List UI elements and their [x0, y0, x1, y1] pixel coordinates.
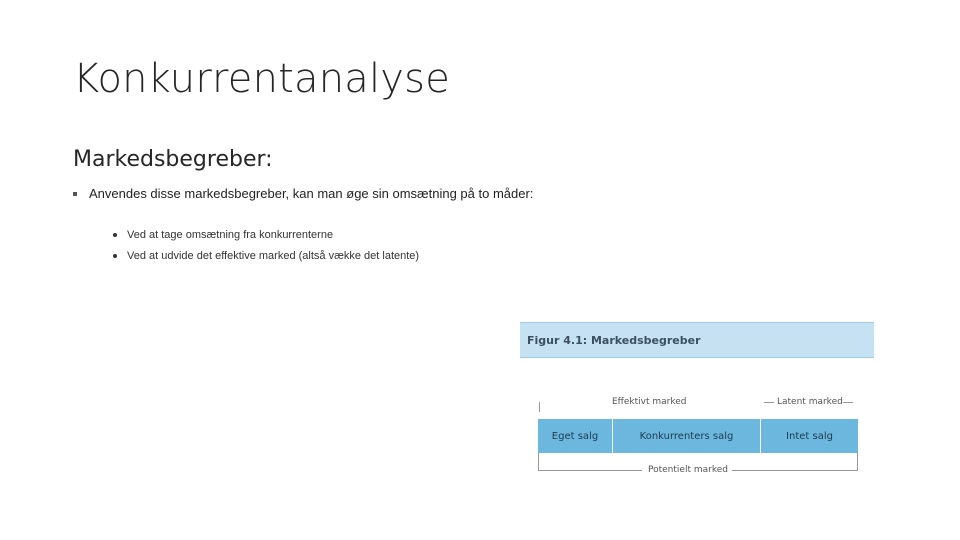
no-sales-cell: Intet salg: [760, 419, 858, 453]
effective-bracket-left-tick: [539, 402, 540, 412]
round-bullet-icon: [113, 233, 117, 237]
figure-title: Figur 4.1: Markedsbegreber: [527, 334, 701, 347]
square-bullet-icon: [73, 192, 77, 196]
potential-bracket-right-line: [732, 470, 858, 471]
round-bullet-icon: [113, 254, 117, 258]
section-subtitle: Markedsbegreber:: [73, 147, 273, 172]
sub-bullet-text: Ved at udvide det effektive marked (altså vække det latente): [127, 250, 420, 262]
potential-bracket-left-tick: [538, 453, 539, 471]
latent-line-left: [764, 402, 774, 403]
potential-market-label: Potentielt marked: [648, 465, 728, 475]
potential-bracket-right-tick: [857, 453, 858, 471]
effective-market-label: Effektivt marked: [612, 397, 687, 407]
figure-header: [520, 322, 874, 358]
latent-market-label: Latent marked: [777, 397, 843, 407]
latent-line-right: [843, 402, 853, 403]
potential-bracket-left-line: [538, 470, 642, 471]
market-concepts-figure: [520, 322, 874, 482]
sub-bullet-item: [113, 229, 333, 241]
market-bar: [538, 419, 858, 453]
bullet-item: [73, 186, 533, 201]
bullet-text: Anvendes disse markedsbegreber, kan man øge sin omsætning på to måder:: [89, 186, 534, 201]
own-sales-cell: Eget salg: [538, 419, 612, 453]
sub-bullet-text: Ved at tage omsætning fra konkurrenterne: [127, 229, 334, 241]
competitor-sales-cell: Konkurrenters salg: [612, 419, 760, 453]
page-title: Konkurrentanalyse: [73, 56, 451, 102]
sub-bullet-item: [113, 250, 419, 262]
